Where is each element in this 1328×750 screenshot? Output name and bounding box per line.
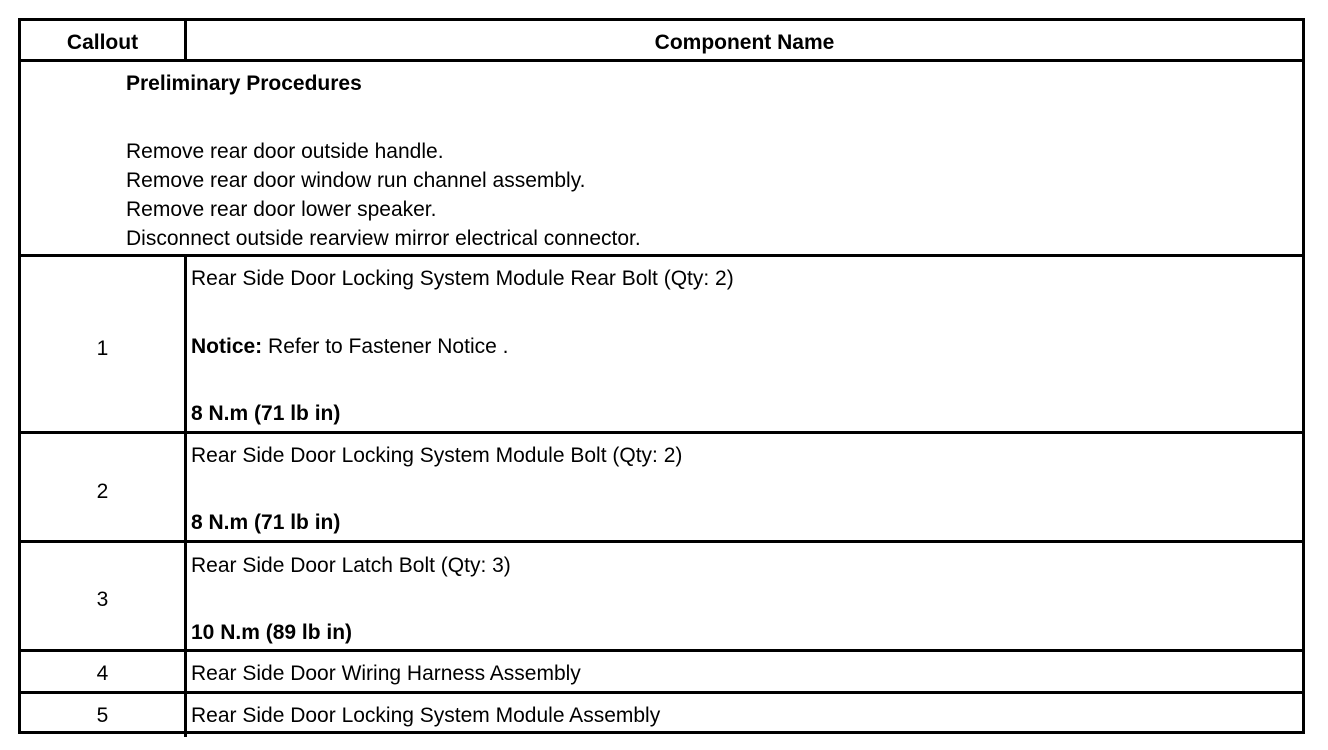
preliminary-bottom-border — [21, 254, 1302, 257]
row-1-bottom-border — [21, 431, 1302, 434]
row-1-name: Rear Side Door Locking System Module Rear Bolt (Qty: 2) — [191, 267, 734, 290]
notice-label: Notice: — [191, 335, 263, 358]
preliminary-title: Preliminary Procedures — [126, 72, 362, 95]
header-callout: Callout — [66, 31, 139, 54]
row-1-torque: 8 N.m (71 lb in) — [191, 402, 341, 425]
column-divider — [184, 257, 187, 737]
component-table — [18, 18, 1305, 734]
header-bottom-border — [21, 59, 1302, 62]
row-2-callout: 2 — [96, 480, 109, 503]
preliminary-step: Remove rear door outside handle. — [126, 140, 444, 163]
row-2-bottom-border — [21, 540, 1302, 543]
row-3-callout: 3 — [96, 588, 109, 611]
header-divider — [184, 21, 187, 62]
row-2-name: Rear Side Door Locking System Module Bolt (Qty: 2) — [191, 444, 683, 467]
row-4-bottom-border — [21, 691, 1302, 694]
row-5-callout: 5 — [96, 704, 109, 727]
row-5-name: Rear Side Door Locking System Module Assembly — [191, 704, 661, 727]
notice-text: Refer to Fastener Notice . — [262, 335, 509, 358]
row-4-callout: 4 — [96, 662, 109, 685]
row-3-torque: 10 N.m (89 lb in) — [191, 621, 353, 644]
row-2-torque: 8 N.m (71 lb in) — [191, 511, 341, 534]
row-3-name: Rear Side Door Latch Bolt (Qty: 3) — [191, 554, 511, 577]
preliminary-step: Disconnect outside rearview mirror electrical connector. — [126, 227, 641, 250]
row-1-callout: 1 — [96, 337, 109, 360]
header-component-name: Component Name — [654, 31, 835, 54]
row-4-name: Rear Side Door Wiring Harness Assembly — [191, 662, 581, 685]
row-3-bottom-border — [21, 649, 1302, 652]
preliminary-step: Remove rear door lower speaker. — [126, 198, 437, 221]
row-1-notice — [191, 335, 508, 359]
preliminary-step: Remove rear door window run channel assembly. — [126, 169, 586, 192]
